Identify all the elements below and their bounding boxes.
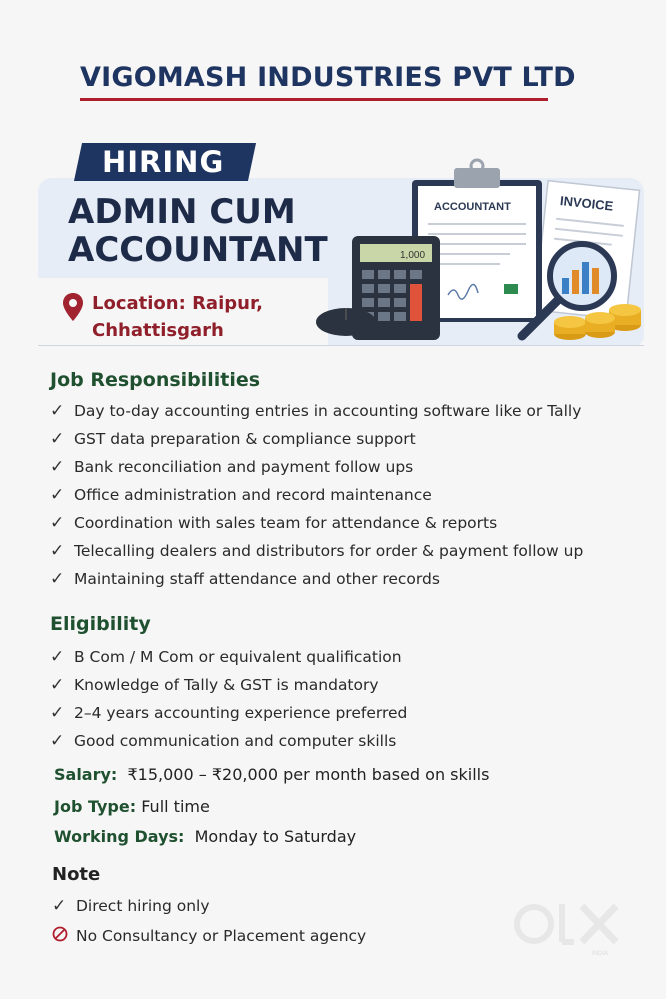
eligibility-heading: Eligibility [50,613,151,635]
list-item [50,397,583,425]
list-item [50,509,583,537]
list-item-text: Coordination with sales team for attendance & reports [74,514,498,532]
company-name: VIGOMASH INDUSTRIES PVT LTD [80,62,576,93]
salary-label: Salary: [54,765,118,784]
calc-display: 1,000 [400,250,426,261]
check-icon: ✓ [50,541,65,561]
check-icon: ✓ [52,896,67,916]
list-item-text: Bank reconciliation and payment follow ups [74,458,414,476]
list-item-text: GST data preparation & compliance support [74,430,416,448]
list-item-text: Good communication and computer skills [74,732,397,750]
prohibited-icon [52,926,76,947]
board-label: ACCOUNTANT [434,201,511,213]
job-type-line [54,797,210,816]
list-item [50,727,407,755]
check-icon: ✓ [50,401,65,421]
responsibilities-heading: Job Responsibilities [50,369,261,391]
company-underline [80,98,548,101]
list-item-text: No Consultancy or Placement agency [76,927,367,945]
working-days-value: Monday to Saturday [194,827,357,846]
list-item [50,699,407,727]
note-list [52,891,366,951]
list-item-text: B Com / M Com or equivalent qualification [74,648,402,666]
check-icon: ✓ [50,675,65,695]
location-line2: Chhattisgarh [92,320,224,341]
olx-watermark-logo [510,898,630,958]
list-item [50,537,583,565]
list-item [50,453,583,481]
check-icon: ✓ [50,429,65,449]
working-days-line [54,827,356,846]
check-icon: ✓ [50,485,65,505]
list-item-text: Office administration and record maintenance [74,486,432,504]
check-icon: ✓ [50,731,65,751]
mouse-icon [316,308,376,336]
list-item-text: Maintaining staff attendance and other records [74,570,440,588]
list-item [50,671,407,699]
list-item [52,921,366,951]
note-heading: Note [52,864,101,885]
check-icon: ✓ [50,513,65,533]
job-title-line1: ADMIN CUM [68,192,296,232]
list-item-text: Telecalling dealers and distributors for order & payment follow up [74,542,584,560]
accounting-illustration [300,150,660,350]
salary-line [54,765,489,784]
working-days-label: Working Days: [54,827,185,846]
salary-value: ₹15,000 – ₹20,000 per month based on skills [127,765,490,784]
eligibility-list [50,643,407,755]
check-icon: ✓ [50,703,65,723]
list-item [50,425,583,453]
check-icon: ✓ [50,647,65,667]
list-item [52,891,366,921]
job-type-label: Job Type: [54,797,137,816]
list-item [50,565,583,593]
responsibilities-list [50,397,583,593]
list-item [50,481,583,509]
job-title [68,193,328,269]
location-pin-icon [62,292,84,322]
hiring-label: HIRING [102,145,225,179]
list-item-text: 2–4 years accounting experience preferred [74,704,408,722]
list-item-text: Day to-day accounting entries in accounting software like or Tally [74,402,582,420]
olx-watermark-sub: INDIA [592,951,609,957]
list-item-text: Knowledge of Tally & GST is mandatory [74,676,379,694]
check-icon: ✓ [50,457,65,477]
location-text [92,290,292,344]
check-icon: ✓ [50,569,65,589]
job-type-value: Full time [141,797,210,816]
invoice-label: INVOICE [559,193,615,214]
list-item [50,643,407,671]
job-title-line2: ACCOUNTANT [68,230,328,270]
list-item-text: Direct hiring only [76,897,210,915]
location-line1: Location: Raipur, [92,293,264,314]
